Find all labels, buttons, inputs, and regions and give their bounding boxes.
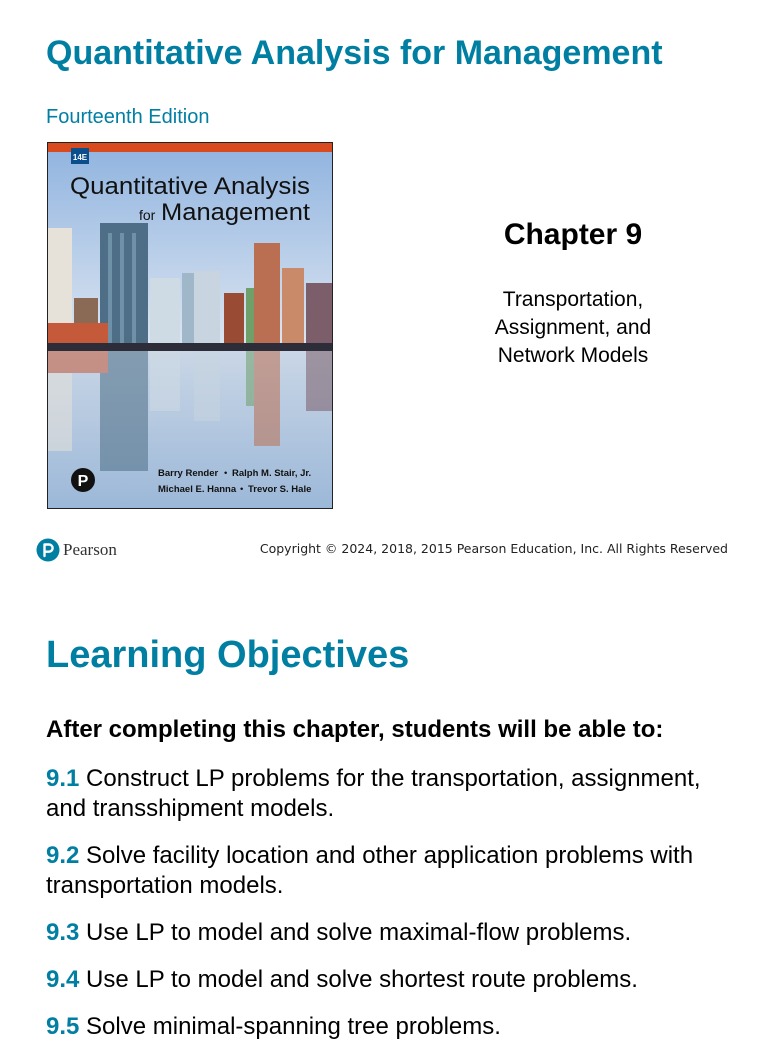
cover-title-line2: Management [161,199,311,226]
objective-text: Solve minimal-spanning tree problems. [86,1013,501,1040]
cover-badge-text: 14E [72,153,88,162]
cover-author-1: Barry Render [158,468,219,479]
chapter-number: Chapter 9 [503,218,643,251]
cover-author-4: Trevor S. Hale [248,484,312,495]
objective-item [46,841,726,901]
cover-title-for: for [139,207,156,223]
waterfront-pier [48,343,332,351]
objective-number: 9.1 [46,765,80,792]
objective-number: 9.5 [46,1013,80,1040]
objective-item [46,918,726,948]
cover-top-stripe [48,143,332,152]
chapter-subtitle-line: Assignment, and [494,316,652,339]
objective-number: 9.4 [46,966,80,993]
book-cover-image [47,142,333,509]
objective-item [46,764,726,824]
objectives-list [46,764,726,1059]
objective-text: Construct LP problems for the transportation, assignment, and transshipment models. [46,765,701,822]
chapter-subtitle-line: Network Models [497,344,649,367]
copyright-notice: Copyright © 2024, 2018, 2015 Pearson Education, Inc. All Rights Reserved [259,541,728,556]
pearson-logo [36,538,117,562]
pearson-wordmark: Pearson [63,540,117,559]
objective-text: Solve facility location and other application problems with transportation models. [46,842,694,899]
cover-title-line1: Quantitative Analysis [70,173,310,200]
book-title: Quantitative Analysis for Management [46,34,663,72]
objective-text: Use LP to model and solve shortest route problems. [86,966,638,993]
objective-item [46,965,726,995]
objective-number: 9.2 [46,842,80,869]
svg-text:P: P [77,473,89,490]
chapter-subtitle-line: Transportation, [502,288,644,311]
objective-item [46,1012,726,1042]
edition-label: Fourteenth Edition [46,106,210,128]
learning-objectives-title: Learning Objectives [46,634,410,676]
svg-text:•: • [224,468,228,479]
objective-number: 9.3 [46,919,80,946]
chapter-block [438,218,708,370]
chapter-subtitle [438,286,708,370]
cover-author-3: Michael E. Hanna [158,484,237,495]
objectives-intro: After completing this chapter, students will be able to: [46,716,664,743]
learning-objectives-slide [0,580,768,1040]
objective-text: Use LP to model and solve maximal-flow problems. [86,919,632,946]
pearson-icon [36,538,60,562]
svg-text:•: • [240,484,244,495]
cover-author-2: Ralph M. Stair, Jr. [232,468,312,479]
